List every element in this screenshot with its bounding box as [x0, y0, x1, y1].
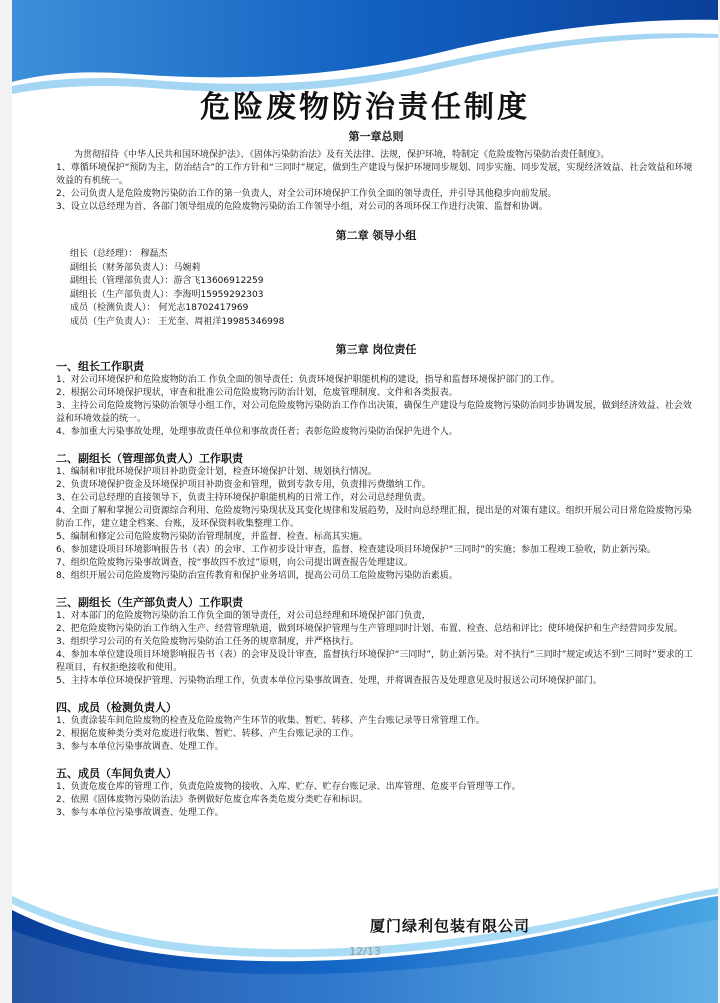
member-line: 成员（检测负责人）： 何光志18702417969 [70, 303, 249, 313]
member-line: 副组长（财务部负责人）：马婉莉 [70, 262, 201, 273]
document-body [56, 128, 696, 820]
section-item: 1、编制和审批环境保护项目补助资金计划，检查环境保护计划、规划执行情况。 [56, 467, 377, 477]
section-item: 4、参加重大污染事故处理，处理事故责任单位和事故责任者；表彰危险废物污染防治保护先进个人。 [56, 427, 458, 437]
chapter-1-item: 3、设立以总经理为首、各部门领导组成的危险废物污染防治工作领导小组，对公司的各项环保工作进行决策、监督和协调。 [56, 202, 548, 212]
section-title: 五、成员（车间负责人） [56, 767, 177, 780]
chapter-1-heading: 第一章总则 [348, 130, 404, 143]
section-item: 3、组织学习公司的有关危险废物污染防治工任务的规章制度，并严格执行。 [56, 637, 359, 647]
member-line: 副组长（管理部负责人）：游含飞13606912259 [70, 276, 264, 286]
section-item: 3、在公司总经理的直接领导下，负责主持环境保护职能机构的日常工作，对公司总经理负责。 [56, 493, 431, 503]
chapter-1-item: 2、公司负责人是危险废物污染防治工作的第一负责人，对全公司环境保护工作负全面的领导责任，并引导其他稳步向前发展。 [56, 189, 557, 199]
page-number: 12/13 [349, 945, 381, 958]
section-title: 三、副组长（生产部负责人）工作职责 [56, 596, 243, 609]
section-item: 2、根据公司环境保护现状，审查和批准公司危险废物污防治计划，危废管理制度、文件和各类报表。 [56, 388, 458, 398]
member-line: 成员（生产负责人）： 王光奎、周祖洋19985346998 [70, 316, 285, 327]
section-title: 二、副组长（管理部负责人）工作职责 [56, 452, 243, 465]
section-item: 1、对公司环境保护和危险废物防治工 作负全面的领导责任；负责环境保护职能机构的建设，指导和监督环境保护部门的工作。 [56, 375, 560, 385]
company-name: 厦门绿利包装有限公司 [370, 917, 531, 935]
section-item: 1、负责涂装车间危险废物的检查及危险废物产生环节的收集、暂贮、转移、产生台账记录等日常管理工作。 [56, 716, 485, 726]
bottom-wave-band [12, 870, 718, 1003]
section-item: 7、组织危险废物污染事故调查，按“事故四不放过”原则，向公司提出调查报告处理建议。 [56, 558, 414, 568]
section-item: 2、负责环境保护资金及环境保护项目补助资金和管理，做到专款专用，负责排污费缴纳工作。 [56, 480, 431, 490]
section-item: 8、组织开展公司危险废物污染防治宣传教育和保护业务培训，提高公司员工危险废物污染防治素质。 [56, 571, 458, 581]
section-item: 3、主持公司危险废物污染防治领导小组工作，对公司危险废物污染防治工作作出决策，确保生产建设与危险废物污染防治同步协调发展，做到经济效益、社会效益和环境效益的统一。 [56, 401, 692, 424]
section-item: 5、主持本单位环境保护管理、污染物治理工作，负责本单位污染事故调查、处理，并将调查报告及处理意见及时报送公司环境保护部门。 [56, 676, 602, 686]
page-title: 危险废物防治责任制度 [200, 90, 530, 125]
section-item: 4、全面了解和掌握公司资源综合利用、危险废物污染现状及其变化规律和发展趋势，及时向总经理汇报，提出是的对策有建议。组织开展公司日常危险废物污染防治工作，建立建全档案、台账，及环保资料收集整理工作。 [56, 506, 692, 529]
section-item: 2、依照《固体废物污染防治法》条例做好危废仓库各类危废分类贮存和标识。 [56, 795, 368, 805]
poster-page [12, 0, 718, 1003]
chapter-1-item: 1、尊循环境保护“预防为主，防治结合”的工作方针和“三同时”规定，做到生产建设与保护环境同步规划、同步实施、同步发展，实现经济效益、社会效益和环境效益的有机统一。 [56, 163, 693, 186]
section-item: 1、对本部门的危险废物污染防治工作负全面的领导责任，对公司总经理和环境保护部门负责， [56, 611, 431, 621]
chapter-3-heading: 第三章 岗位责任 [335, 343, 417, 356]
section-item: 2、把危险废物污染防治工作纳入生产、经营管理轨道，做到环境保护管理与生产管理同时计划、布置、检查、总结和评比；使环境保护和生产经营同步发展。 [56, 624, 683, 634]
chapter-2-heading: 第二章 领导小组 [335, 229, 417, 242]
member-line: 组长（总经理）： 穆磊杰 [70, 249, 168, 259]
member-line: 副组长（生产部负责人）：李海明15959292303 [70, 289, 264, 300]
section-item: 5、编制和修定公司危险废物污染防治管理制度，并监督、检查、标高其实施。 [56, 532, 368, 542]
section-item: 3、参与本单位污染事故调查、处理工作。 [56, 808, 224, 818]
section-item: 4、参加本单位建设项目环境影响报告书（表）的会审及设计审查，监督执行环境保护“三同时”，防止新污染。对不执行“三同时”规定或达不到“三同时”要求的工程项目，有权拒绝接收和使用。 [56, 650, 693, 673]
chapter-1-intro: 为贯彻招待《中华人民共和国环境保护法》、《固体污染防治法》及有关法律、法规，保护环境，特制定《危险废物污染防治责任制度》。 [74, 150, 610, 160]
section-item: 3、参与本单位污染事故调查、处理工作。 [56, 742, 224, 752]
section-title: 一、组长工作职责 [56, 360, 144, 373]
section-item: 6、参加建设项目环境影响报告书（表）的会审、工作初步设计审查，监督、检查建设项目环境保护“三同时”的实施；参加工程竣工验收，防止新污染。 [56, 545, 657, 555]
section-item: 2、根据危废种类分类对危废进行收集、暂贮、转移、产生台账记录的工作。 [56, 729, 359, 739]
section-item: 1、负责危废仓库的管理工作，负责危险废物的接收、入库、贮存、贮存台账记录、出库管理、危废平台管理等工作。 [56, 782, 521, 792]
section-title: 四、成员（检测负责人） [56, 701, 177, 714]
